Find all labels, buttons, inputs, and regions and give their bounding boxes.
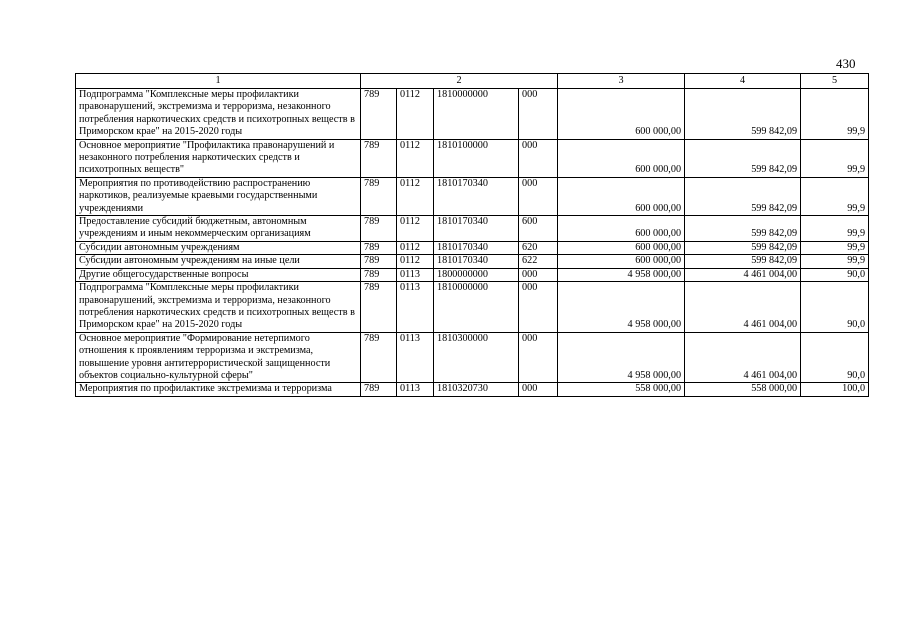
- row-expense-type: 600: [519, 216, 558, 242]
- row-percent: 99,9: [801, 241, 869, 254]
- row-plan: 600 000,00: [558, 241, 685, 254]
- row-grbs: 789: [361, 383, 397, 396]
- row-expense-type: 000: [519, 177, 558, 215]
- row-plan: 600 000,00: [558, 255, 685, 268]
- row-percent: 90,0: [801, 268, 869, 281]
- row-target-article: 1810170340: [434, 177, 519, 215]
- row-grbs: 789: [361, 255, 397, 268]
- row-fact: 599 842,09: [685, 177, 801, 215]
- header-col-4: 4: [685, 74, 801, 89]
- row-percent: 100,0: [801, 383, 869, 396]
- header-col-5: 5: [801, 74, 869, 89]
- row-section: 0113: [397, 332, 434, 383]
- row-percent: 99,9: [801, 89, 869, 140]
- row-fact: 599 842,09: [685, 89, 801, 140]
- row-name: Основное мероприятие "Профилактика правонарушений и незаконного потребления наркотических средств и психотропных веществ": [76, 139, 361, 177]
- row-name: Подпрограмма "Комплексные меры профилактики правонарушений, экстремизма и терроризма, незаконного потребления наркотических средств и психотропных веществ в Приморском крае" на 2015-2020 годы: [76, 89, 361, 140]
- row-fact: 558 000,00: [685, 383, 801, 396]
- row-grbs: 789: [361, 89, 397, 140]
- row-fact: 4 461 004,00: [685, 332, 801, 383]
- row-section: 0113: [397, 383, 434, 396]
- table-row: [76, 268, 869, 281]
- header-col-1: 1: [76, 74, 361, 89]
- row-plan: 558 000,00: [558, 383, 685, 396]
- table-row: [76, 89, 869, 140]
- row-percent: 99,9: [801, 177, 869, 215]
- row-expense-type: 000: [519, 139, 558, 177]
- row-expense-type: 000: [519, 268, 558, 281]
- row-target-article: 1810100000: [434, 139, 519, 177]
- row-expense-type: 000: [519, 383, 558, 396]
- row-percent: 99,9: [801, 216, 869, 242]
- table-row: [76, 241, 869, 254]
- row-name: Мероприятия по профилактике экстремизма и терроризма: [76, 383, 361, 396]
- row-target-article: 1810170340: [434, 255, 519, 268]
- row-name: Субсидии автономным учреждениям: [76, 241, 361, 254]
- row-expense-type: 000: [519, 332, 558, 383]
- header-col-3: 3: [558, 74, 685, 89]
- row-name: Мероприятия по противодействию распространению наркотиков, реализуемые краевыми государственными учреждениями: [76, 177, 361, 215]
- table-row: [76, 332, 869, 383]
- row-grbs: 789: [361, 268, 397, 281]
- row-section: 0113: [397, 268, 434, 281]
- row-target-article: 1810300000: [434, 332, 519, 383]
- row-plan: 4 958 000,00: [558, 332, 685, 383]
- table-row: [76, 216, 869, 242]
- row-percent: 99,9: [801, 139, 869, 177]
- row-percent: 90,0: [801, 332, 869, 383]
- row-expense-type: 620: [519, 241, 558, 254]
- row-target-article: 1810320730: [434, 383, 519, 396]
- row-plan: 600 000,00: [558, 216, 685, 242]
- row-grbs: 789: [361, 241, 397, 254]
- row-section: 0112: [397, 216, 434, 242]
- row-target-article: 1800000000: [434, 268, 519, 281]
- row-section: 0112: [397, 139, 434, 177]
- row-name: Подпрограмма "Комплексные меры профилактики правонарушений, экстремизма и терроризма, незаконного потребления наркотических средств и психотропных веществ в Приморском крае" на 2015-2020 годы: [76, 282, 361, 333]
- row-section: 0112: [397, 89, 434, 140]
- table-row: [76, 282, 869, 333]
- row-fact: 4 461 004,00: [685, 268, 801, 281]
- row-expense-type: 622: [519, 255, 558, 268]
- row-fact: 599 842,09: [685, 241, 801, 254]
- row-name: Другие общегосударственные вопросы: [76, 268, 361, 281]
- table-header-row: [76, 74, 869, 89]
- row-expense-type: 000: [519, 89, 558, 140]
- row-percent: 90,0: [801, 282, 869, 333]
- table-row: [76, 255, 869, 268]
- row-percent: 99,9: [801, 255, 869, 268]
- row-plan: 600 000,00: [558, 139, 685, 177]
- table-row: [76, 383, 869, 396]
- row-plan: 4 958 000,00: [558, 282, 685, 333]
- budget-table: [75, 73, 869, 397]
- row-grbs: 789: [361, 216, 397, 242]
- row-plan: 4 958 000,00: [558, 268, 685, 281]
- table-row: [76, 177, 869, 215]
- row-section: 0112: [397, 255, 434, 268]
- row-section: 0112: [397, 177, 434, 215]
- row-fact: 599 842,09: [685, 216, 801, 242]
- header-col-2: 2: [361, 74, 558, 89]
- row-target-article: 1810000000: [434, 282, 519, 333]
- row-section: 0113: [397, 282, 434, 333]
- row-fact: 4 461 004,00: [685, 282, 801, 333]
- row-fact: 599 842,09: [685, 139, 801, 177]
- row-target-article: 1810170340: [434, 216, 519, 242]
- row-name: Предоставление субсидий бюджетным, автономным учреждениям и иным некоммерческим организациям: [76, 216, 361, 242]
- table-row: [76, 139, 869, 177]
- row-plan: 600 000,00: [558, 89, 685, 140]
- row-plan: 600 000,00: [558, 177, 685, 215]
- row-name: Основное мероприятие "Формирование нетерпимого отношения к проявлениям терроризма и экстремизма, повышение уровня антитеррористической защищенности объектов социально-культурной сферы": [76, 332, 361, 383]
- row-target-article: 1810000000: [434, 89, 519, 140]
- row-name: Субсидии автономным учреждениям на иные цели: [76, 255, 361, 268]
- row-fact: 599 842,09: [685, 255, 801, 268]
- row-target-article: 1810170340: [434, 241, 519, 254]
- row-section: 0112: [397, 241, 434, 254]
- page-number: 430: [836, 56, 856, 71]
- row-grbs: 789: [361, 177, 397, 215]
- row-expense-type: 000: [519, 282, 558, 333]
- row-grbs: 789: [361, 332, 397, 383]
- row-grbs: 789: [361, 139, 397, 177]
- row-grbs: 789: [361, 282, 397, 333]
